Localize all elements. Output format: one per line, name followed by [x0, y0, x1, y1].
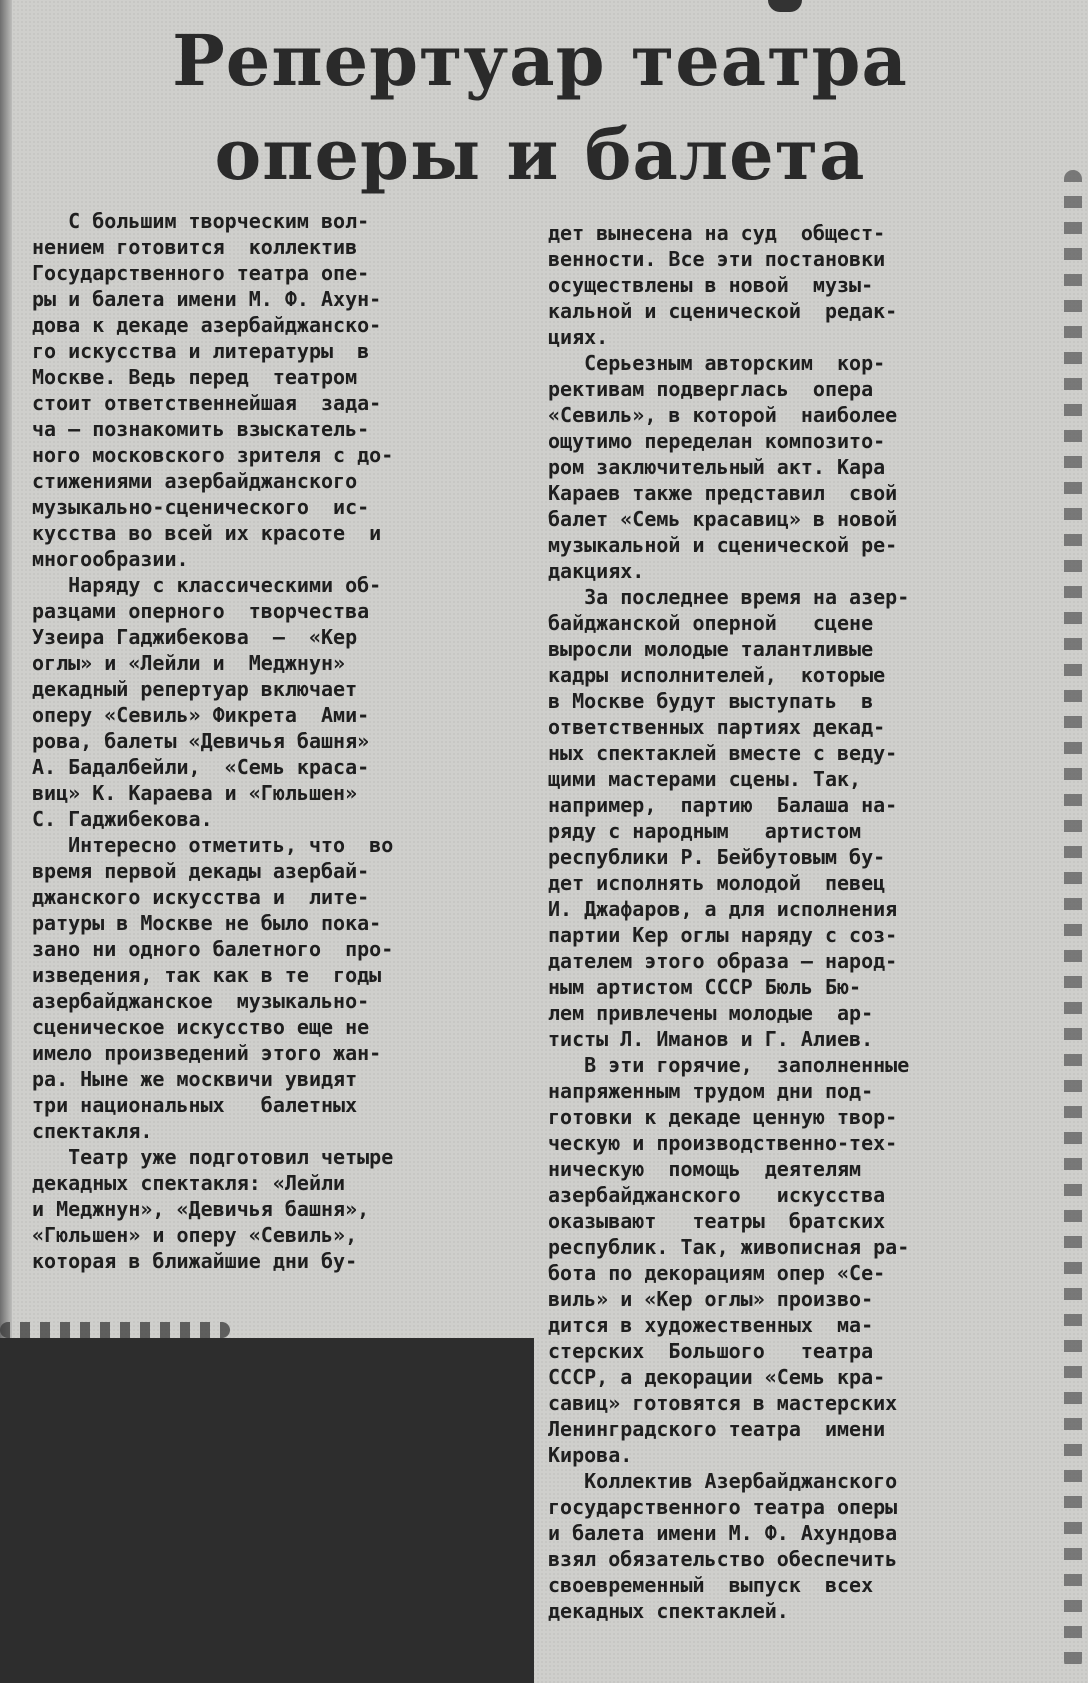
text-line: азербайджанское музыкально-	[32, 989, 370, 1013]
text-line: «Севиль», в которой наиболее	[548, 403, 898, 427]
text-line: декадных спектаклей.	[548, 1599, 789, 1623]
article-headline	[150, 14, 930, 202]
text-line: в Москве будут выступать в	[548, 689, 874, 713]
text-line: декадных спектакля: «Лейли	[32, 1171, 346, 1195]
text-line: ответственных партиях декад-	[548, 715, 886, 739]
text-line: венности. Все эти постановки	[548, 247, 886, 271]
text-line: дова к декаде азербайджанско-	[32, 313, 382, 337]
text-line: государственного театра оперы	[548, 1495, 898, 1519]
text-line: взял обязательство обеспечить	[548, 1547, 898, 1571]
text-line: оперу «Севиль» Фикрета Ами-	[32, 703, 370, 727]
text-line: Театр уже подготовил четыре	[32, 1145, 394, 1169]
text-line: Кирова.	[548, 1443, 633, 1467]
text-line: спектакля.	[32, 1119, 153, 1143]
text-line: лем привлечены молодые ар-	[548, 1001, 874, 1025]
text-line: В эти горячие, заполненные	[548, 1053, 910, 1077]
text-line: музыкальной и сценической ре-	[548, 533, 898, 557]
text-line: балет «Семь красавиц» в новой	[548, 507, 898, 531]
text-line: республики Р. Бейбутовым бу-	[548, 845, 886, 869]
headline-line-2: оперы и балета	[214, 113, 866, 196]
text-line: СССР, а декорации «Семь кра-	[548, 1365, 886, 1389]
text-line: нением готовится коллектив	[32, 235, 358, 259]
text-line: республик. Так, живописная ра-	[548, 1235, 910, 1259]
text-line: кадры исполнителей, которые	[548, 663, 886, 687]
text-line: выросли молодые талантливые	[548, 637, 874, 661]
text-line: байджанской оперной сцене	[548, 611, 874, 635]
text-line: ча — познакомить взыскатель-	[32, 417, 370, 441]
headline-line-1: Репертуар театра	[172, 19, 908, 102]
text-line: щими мастерами сцены. Так,	[548, 767, 862, 791]
text-line: стерских Большого театра	[548, 1339, 874, 1363]
article-column-right	[548, 220, 1048, 1624]
text-line: и балета имени М. Ф. Ахундова	[548, 1521, 898, 1545]
text-line: партии Кер оглы наряду с соз-	[548, 923, 898, 947]
text-line: декадный репертуар включает	[32, 677, 358, 701]
article-column-left	[32, 208, 512, 1274]
text-line: ра. Ныне же москвичи увидят	[32, 1067, 358, 1091]
text-line: А. Бадалбейли, «Семь краса-	[32, 755, 370, 779]
text-line: оглы» и «Лейли и Меджнун»	[32, 651, 346, 675]
text-line: савиц» готовятся в мастерских	[548, 1391, 898, 1415]
text-line: ряду с народным артистом	[548, 819, 862, 843]
text-line: Караев также представил свой	[548, 481, 898, 505]
text-line: рова, балеты «Девичья башня»	[32, 729, 370, 753]
text-line: Наряду с классическими об-	[32, 573, 382, 597]
text-line: С большим творческим вол-	[32, 209, 370, 233]
text-line: ным артистом СССР Бюль Бю-	[548, 975, 862, 999]
text-line: Серьезным авторским кор-	[548, 351, 886, 375]
text-line: «Гюльшен» и оперу «Севиль»,	[32, 1223, 358, 1247]
text-line: ры и балета имени М. Ф. Ахун-	[32, 287, 382, 311]
dark-background-area	[0, 1338, 534, 1683]
text-line: Узеира Гаджибекова — «Кер	[32, 625, 358, 649]
text-line: имело произведений этого жан-	[32, 1041, 382, 1065]
text-line: Интересно отметить, что во	[32, 833, 394, 857]
text-line: Ленинградского театра имени	[548, 1417, 886, 1441]
text-line: время первой декады азербай-	[32, 859, 370, 883]
text-line: три национальных балетных	[32, 1093, 358, 1117]
text-line: зано ни одного балетного про-	[32, 937, 394, 961]
text-line: кусства во всей их красоте и	[32, 521, 382, 545]
text-line: тисты Л. Иманов и Г. Алиев.	[548, 1027, 874, 1051]
text-line: ощутимо переделан композито-	[548, 429, 886, 453]
text-line: И. Джафаров, а для исполнения	[548, 897, 898, 921]
text-line: виц» К. Караева и «Гюльшен»	[32, 781, 358, 805]
text-line: дет вынесена на суд общест-	[548, 221, 886, 245]
text-line: ратуры в Москве не было пока-	[32, 911, 382, 935]
text-line: музыкально-сценического ис-	[32, 495, 370, 519]
text-line: напряженным трудом дни под-	[548, 1079, 874, 1103]
text-line: ного московского зрителя с до-	[32, 443, 394, 467]
text-line: джанского искусства и лите-	[32, 885, 370, 909]
text-line: например, партию Балаша на-	[548, 793, 898, 817]
text-line: разцами оперного творчества	[32, 599, 370, 623]
text-line: осуществлены в новой музы-	[548, 273, 874, 297]
ornamental-divider	[0, 1322, 230, 1338]
text-line: многообразии.	[32, 547, 189, 571]
text-line: сценическое искусство еще не	[32, 1015, 370, 1039]
text-line: рективам подверглась опера	[548, 377, 874, 401]
text-line: Государственного театра опе-	[32, 261, 370, 285]
text-line: и Меджнун», «Девичья башня»,	[32, 1197, 370, 1221]
text-line: го искусства и литературы в	[32, 339, 370, 363]
text-line: Коллектив Азербайджанского	[548, 1469, 898, 1493]
text-line: стижениями азербайджанского	[32, 469, 358, 493]
text-line: дится в художественных ма-	[548, 1313, 874, 1337]
ornamental-right-border	[1064, 170, 1082, 1670]
text-line: бота по декорациям опер «Се-	[548, 1261, 886, 1285]
text-line: кальной и сценической редак-	[548, 299, 898, 323]
text-line: ных спектаклей вместе с веду-	[548, 741, 898, 765]
text-line: С. Гаджибекова.	[32, 807, 213, 831]
text-line: виль» и «Кер оглы» произво-	[548, 1287, 874, 1311]
text-line: ром заключительный акт. Кара	[548, 455, 886, 479]
text-line: ническую помощь деятелям	[548, 1157, 862, 1181]
text-line: азербайджанского искусства	[548, 1183, 886, 1207]
text-line: оказывают театры братских	[548, 1209, 886, 1233]
text-line: своевременный выпуск всех	[548, 1573, 874, 1597]
text-line: дет исполнять молодой певец	[548, 871, 886, 895]
text-line: которая в ближайшие дни бу-	[32, 1249, 358, 1273]
text-line: стоит ответственнейшая зада-	[32, 391, 382, 415]
text-line: готовки к декаде ценную твор-	[548, 1105, 898, 1129]
text-line: дакциях.	[548, 559, 645, 583]
text-line: дателем этого образа — народ-	[548, 949, 898, 973]
text-line: ческую и производственно-тех-	[548, 1131, 898, 1155]
text-line: Москве. Ведь перед театром	[32, 365, 358, 389]
text-line: циях.	[548, 325, 609, 349]
text-line: За последнее время на азер-	[548, 585, 910, 609]
text-line: изведения, так как в те годы	[32, 963, 382, 987]
